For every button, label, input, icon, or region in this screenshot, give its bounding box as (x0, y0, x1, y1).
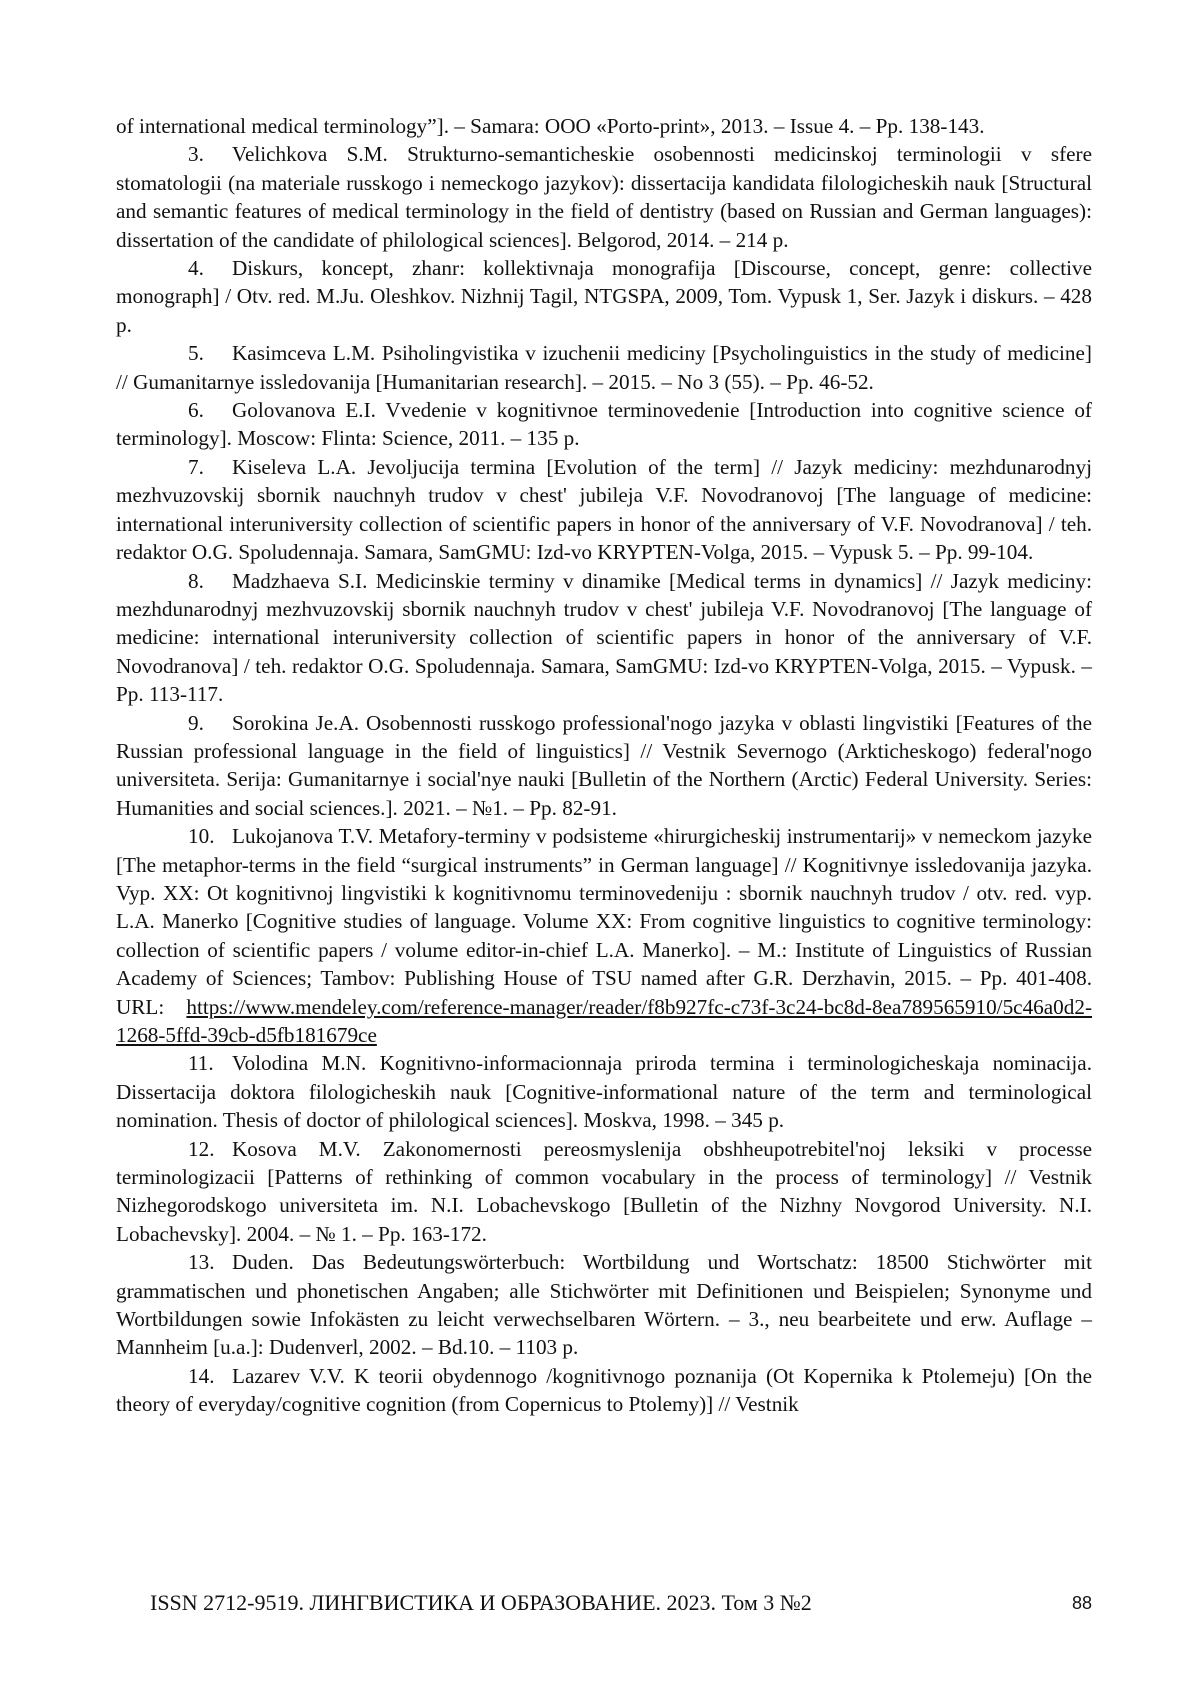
reference-text: Diskurs, koncept, zhanr: kollektivnaja monografija [Discourse, concept, genre: collective monograph] / Otv. red. M.Ju. Oleshkov. Nizhnij Tagil, NTGSPA, 2009, Tom. Vypusk 1, Ser. Jazyk i diskurs. – 428 p. (116, 256, 1092, 337)
reference-number: 4. (188, 256, 204, 281)
reference-number: 5. (188, 341, 204, 366)
reference-number: 9. (188, 710, 204, 735)
reference-item (116, 140, 1092, 254)
journal-footer: ISSN 2712-9519. ЛИНГВИСТИКА И ОБРАЗОВАНИЕ. 2023. Том 3 №2 (150, 1590, 812, 1615)
reference-text: Kiseleva L.A. Jevoljucija termina [Evolution of the term] // Jazyk mediciny: mezhdunarodnyj mezhvuzovskij sbornik nauchnyh trudov v chest' jubileja V.F. Novodranovoj [The language of medicine: international interuniversity collection of scientific papers in honor of the anniversary of V.F. Novodranova] / teh. redaktor O.G. Spoludennaja. Samara, SamGMU: Izd-vo KRYPTEN-Volga, 2015. – Vypusk 5. – Pp. 99-104. (116, 454, 1092, 565)
reference-text: Sorokina Je.A. Osobennosti russkogo professional'nogo jazyka v oblasti lingvistiki [Features of the Russian professional language in the field of linguistics] // Vestnik Severnogo (Arkticheskogo) federal'nogo universiteta. Serija: Gumanitarnye i social'nye nauki [Bulletin of the Northern (Arctic) Federal University. Series: Humanities and social sciences.]. 2021. – №1. – Pp. 82-91. (116, 710, 1092, 820)
reference-number: 6. (188, 398, 204, 423)
reference-item (116, 1248, 1092, 1362)
reference-item (116, 453, 1092, 567)
page-number: 88 (1071, 1593, 1092, 1613)
reference-item (116, 709, 1092, 823)
reference-number: 10. (188, 824, 215, 849)
reference-text: Kasimceva L.M. Psiholingvistika v izuchenii mediciny [Psycholinguistics in the study of medicine] // Gumanitarnye issledovanija [Humanitarian research]. – 2015. – No 3 (55). – Pp. 46-52. (116, 341, 1092, 394)
reference-item (116, 339, 1092, 396)
reference-item (116, 1049, 1092, 1134)
reference-number: 3. (188, 142, 204, 167)
reference-url-link[interactable]: https://www.mendeley.com/reference-manager/reader/f8b927fc-c73f-3c24-bc8d-8ea789565910/5c46a0d2-1268-5ffd-39cb-d5fb181679ce (116, 994, 1092, 1047)
reference-item (116, 1135, 1092, 1249)
reference-item (116, 567, 1092, 709)
reference-text: Velichkova S.M. Strukturno-semanticheskie osobennosti medicinskoj terminologii v sfere stomatologii (na materiale russkogo i nemeckogo jazykov): dissertacija kandidata filologicheskih nauk [Structural and semantic features of medical terminology in the field of dentistry (based on Russian and German languages): dissertation of the candidate of philological sciences]. Belgorod, 2014. – 214 p. (116, 142, 1092, 252)
reference-text: Kosova M.V. Zakonomernosti pereosmyslenija obshheupotrebitel'noj leksiki v processe terminologizacii [Patterns of rethinking of common vocabulary in the process of terminology] // Vestnik Nizhegorodskogo universiteta im. N.I. Lobachevskogo [Bulletin of the Nizhny Novgorod University. N.I. Lobachevsky]. 2004. – № 1. – Pp. 163-172. (116, 1136, 1092, 1246)
reference-text: Volodina M.N. Kognitivno-informacionnaja priroda termina i terminologicheskaja nominacija. Dissertacija doktora filologicheskih nauk [Cognitive-informational nature of the term and terminological nomination. Thesis of doctor of philological sciences]. Moskva, 1998. – 345 p. (116, 1051, 1092, 1133)
reference-text: Lazarev V.V. K teorii obydennogo /kognitivnogo poznanija (Ot Kopernika k Ptolemeju) [On the theory of everyday/cognitive cognition (from Copernicus to Ptolemy)] // Vestnik (116, 1363, 1092, 1417)
reference-text: Madzhaeva S.I. Medicinskie terminy v dinamike [Medical terms in dynamics] // Jazyk mediciny: mezhdunarodnyj mezhvuzovskij sbornik nauchnyh trudov v chest' jubileja V.F. Novodranovoj [The language of medicine: international interuniversity collection of scientific papers in honor of the anniversary of V.F. Novodranova] / teh. redaktor O.G. Spoludennaja. Samara, SamGMU: Izd-vo KRYPTEN-Volga, 2015. – Vypusk. – Pp. 113-117. (116, 568, 1092, 707)
reference-text: Duden. Das Bedeutungswörterbuch: Wortbildung und Wortschatz: 18500 Stichwörter mit grammatischen und phonetischen Angaben; alle Stichwörter mit Definitionen und Beispielen; Synonyme und Wortbildungen sowie Infokästen zu leicht verwechselbaren Wörtern. – 3., neu bearbeitete und erw. Auflage – Mannheim [u.a.]: Dudenverl, 2002. – Bd.10. – 1103 p. (116, 1250, 1092, 1360)
reference-item (116, 822, 1092, 1049)
reference-text: Lukojanova T.V. Metafory-terminy v podsisteme «hirurgicheskij instrumentarij» v nemeckom jazyke [The metaphor-terms in the field “surgical instruments” in German language] // Kognitivnye issledovanija jazyka. Vyp. XX: Ot kognitivnoj lingvistiki k kognitivnomu terminovedeniju : sbornik nauchnyh trudov / otv. red. vyp. L.A. Manerko [Cognitive studies of language. Volume XX: From cognitive linguistics to cognitive terminology: collection of scientific papers / volume editor-in-chief L.A. Manerko]. – M.: Institute of Linguistics of Russian Academy of Sciences; Tambov: Publishing House of TSU named after G.R. Derzhavin, 2015. – Pp. 401-408. URL: (116, 824, 1092, 1019)
reference-number: 7. (188, 454, 204, 479)
reference-number: 11. (188, 1051, 214, 1076)
reference-list (116, 112, 1092, 1419)
reference-number: 14. (188, 1363, 215, 1388)
reference-text: Golovanova E.I. Vvedenie v kognitivnoe terminovedenie [Introduction into cognitive science of terminology]. Moscow: Flinta: Science, 2011. – 135 p. (116, 398, 1092, 451)
reference-continuation: of international medical terminology”]. – Samara: OOO «Porto-print», 2013. – Issue 4. – Pp. 138-143. (116, 114, 985, 138)
reference-item (116, 396, 1092, 453)
reference-number: 13. (188, 1250, 215, 1275)
reference-item (116, 1362, 1092, 1419)
reference-number: 8. (188, 568, 204, 593)
reference-number: 12. (188, 1136, 215, 1161)
reference-item (116, 254, 1092, 339)
